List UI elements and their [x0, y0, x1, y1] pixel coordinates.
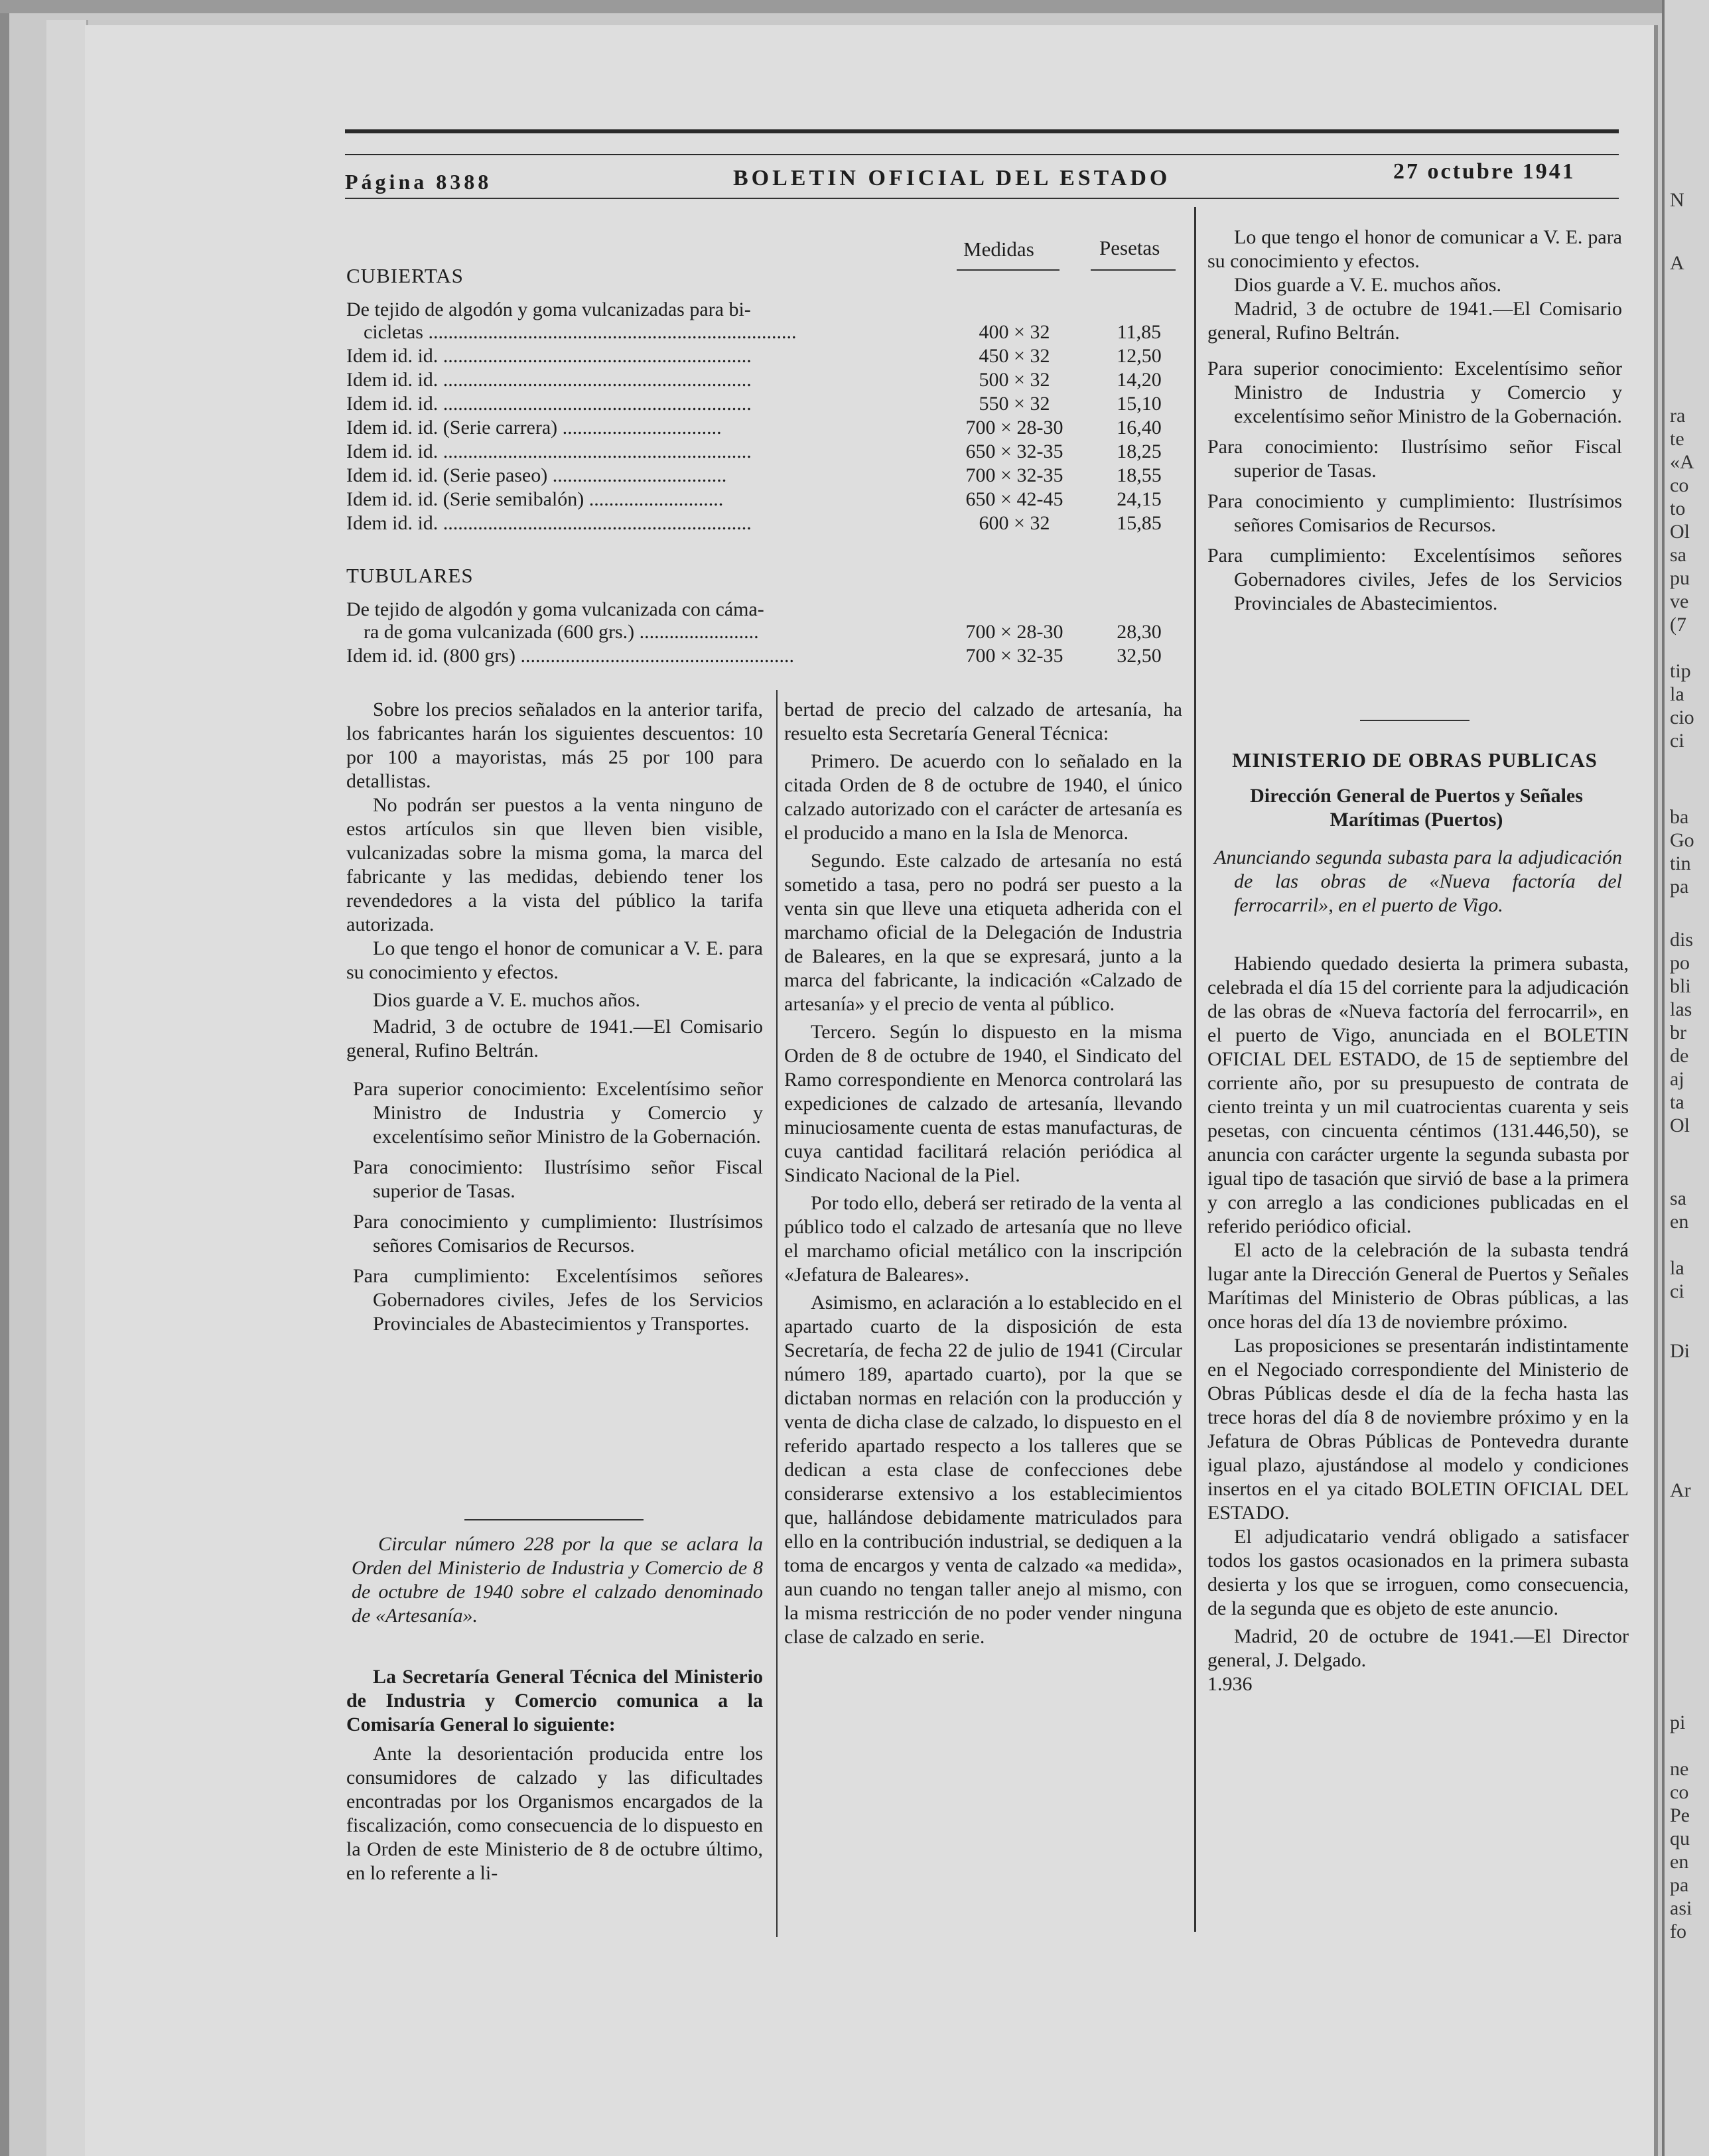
edge-fragment: sa	[1670, 544, 1686, 566]
edge-fragment: N	[1670, 189, 1684, 211]
issue-date: 27 octubre 1941	[1393, 159, 1576, 184]
edge-fragment: Ol	[1670, 1114, 1690, 1136]
row-measure: 600 × 32	[979, 512, 1050, 534]
paragraph: No podrán ser puestos a la venta ninguno de estos artículos sin que lleven bien visible, vulcanizadas sobre la misma goma, la marca del fabricante y las medidas, debiendo tener los revendedores a la vista del público la tarifa autorizada.	[346, 794, 763, 935]
paragraph: Ante la desorientación producida entre los consumidores de calzado y las dificultades encontradas por los Organismos encargados de la fiscalización, como consecuencia de lo dispuesto en la Orden de este Ministerio de 8 de octubre último, en lo referente a li-	[346, 1743, 763, 1884]
publication-title: BOLETIN OFICIAL DEL ESTADO	[733, 166, 1171, 190]
announcement-title	[1214, 846, 1622, 917]
header-bottom-rule	[345, 198, 1619, 199]
row-description: Idem id. id. ..............................................................	[346, 440, 752, 462]
edge-fragment: pa	[1670, 876, 1689, 898]
column-header-measures: Medidas	[963, 237, 1034, 261]
table-intro: De tejido de algodón y goma vulcanizadas para bi-	[346, 299, 751, 320]
row-price: 18,25	[1117, 440, 1162, 462]
edge-fragment: fo	[1670, 1920, 1686, 1942]
reference-number: 1.936	[1207, 1673, 1253, 1695]
row-description: ra de goma vulcanizada (600 grs.) ........................	[364, 621, 759, 643]
edge-fragment: Pe	[1670, 1804, 1690, 1826]
edge-fragment: aj	[1670, 1068, 1684, 1090]
edge-fragment: de	[1670, 1045, 1689, 1067]
paragraph: Dios guarde a V. E. muchos años.	[373, 989, 641, 1011]
row-description: Idem id. id. ..............................................................	[346, 369, 752, 391]
paragraph: Las proposiciones se presentarán indistintamente en el Negociado correspondiente del Ministerio de Obras Públicas desde el día de la fecha hasta las trece horas del día 8 de noviembre próximo y en la Jefatura de Obras Públicas de Pontevedra durante igual plazo, ajustándose al modelo y condiciones insertos en el ya citado BOLETIN OFICIAL DEL ESTADO.	[1207, 1335, 1629, 1524]
adjacent-page-edge	[1662, 0, 1709, 2156]
row-description: Idem id. id. (Serie carrera) ................................	[346, 417, 722, 438]
circular-heading: Circular número 228 por la que se aclara la Orden del Ministerio de Industria y Comercio de 8 de octubre de 1940 sobre el calzado denominado de «Artesanía».	[352, 1533, 763, 1627]
header-rule-thin	[345, 154, 1619, 155]
distribution-note: Para superior conocimiento: Excelentísimo señor Ministro de Industria y Comercio y excelentísimo señor Ministro de la Gobernación.	[1207, 358, 1622, 427]
edge-fragment: Ol	[1670, 521, 1690, 543]
edge-fragment: en	[1670, 1211, 1689, 1233]
edge-fragment: dis	[1670, 929, 1694, 951]
distribution-note: Para conocimiento y cumplimiento: Ilustrísimos señores Comisarios de Recursos.	[353, 1211, 763, 1256]
row-description: Idem id. id. (Serie semibalón) ...........................	[346, 488, 724, 510]
column-3	[1207, 226, 1622, 616]
edge-fragment: tip	[1670, 660, 1691, 682]
edge-fragment: ba	[1670, 806, 1689, 828]
row-price: 11,85	[1117, 321, 1162, 343]
distribution-note: Para cumplimiento: Excelentísimos señores Gobernadores civiles, Jefes de los Servicios Provinciales de Abastecimientos y Transportes.	[353, 1265, 763, 1335]
paragraph: Asimismo, en aclaración a lo establecido en el apartado cuarto de la disposición de esta Secretaría, de fecha 22 de julio de 1941 (Circular número 189, apartado cuarto), por la que se dictaban normas en relación con la producción y venta de dicha clase de calzado, lo dispuesto en el referido apartado respecto a los talleres que se dedican a esta clase de confecciones debe considerarse extensivo a los establecimientos que, hallándose debidamente matriculados para ello en la contribución industrial, se dediquen a la toma de encargos y venta de calzado «a medida», aun cuando no tengan taller anejo al mismo, con la misma restricción de no poder vender ninguna clase de calzado en serie.	[784, 1292, 1182, 1648]
edge-fragment: Di	[1670, 1340, 1690, 1362]
row-measure: 650 × 32-35	[965, 440, 1063, 462]
edge-fragment: qu	[1670, 1828, 1690, 1850]
distribution-note: Para conocimiento: Ilustrísimo señor Fiscal superior de Tasas.	[1207, 436, 1622, 482]
row-description: Idem id. id. (Serie paseo) ...................................	[346, 464, 727, 486]
row-price: 28,30	[1117, 621, 1162, 643]
column-divider	[776, 690, 778, 1937]
prices-underline	[1091, 269, 1176, 271]
edge-fragment: asi	[1670, 1897, 1692, 1919]
column-divider	[1194, 207, 1196, 1932]
paragraph: Segundo. Este calzado de artesanía no está sometido a tasa, pero no podrá ser puesto a la venta sin que lleve una etiqueta adherida con el marchamo oficial de la Delegación de Industria de Baleares, en la que se expresará, junto a la marca del fabricante, la indicación «Calzado de artesanía» y el precio de venta al público.	[784, 850, 1182, 1015]
edge-fragment: ne	[1670, 1758, 1689, 1780]
edge-fragment: br	[1670, 1022, 1686, 1044]
row-price: 24,15	[1117, 488, 1162, 510]
row-description: Idem id. id. ..............................................................	[346, 512, 752, 534]
circular-body	[346, 1665, 763, 1885]
row-description: Idem id. id. ..............................................................	[346, 345, 752, 367]
row-measure: 550 × 32	[979, 393, 1050, 415]
edge-fragment: tin	[1670, 852, 1691, 874]
signature: Madrid, 3 de octubre de 1941.—El Comisario general, Rufino Beltrán.	[346, 1016, 763, 1061]
signature: Madrid, 20 de octubre de 1941.—El Director general, J. Delgado.	[1207, 1625, 1629, 1671]
paragraph: Habiendo quedado desierta la primera subasta, celebrada el día 15 del corriente para la adjudicación de las obras de «Nueva factoría del ferrocarril», en el puerto de Vigo, anunciada en el BOLETIN OFICIAL DEL ESTADO, de 15 de septiembre del corriente año, por su presupuesto de contrata de ciento treinta y un mil cuatrocientas cuarenta y seis pesetas, con cincuenta céntimos (131.446,50), se anuncia con carácter urgente la segunda subasta por igual tipo de tasación que sirvió de base a la primera y con arreglo a las condiciones publicadas en el referido periódico oficial.	[1207, 953, 1629, 1237]
paragraph: Tercero. Según lo dispuesto en la misma Orden de 8 de octubre de 1940, el Sindicato del Ramo correspondiente en Menorca controlará las expediciones de calzado de artesanía, llevando minuciosamente cuenta de estas manufacturas, de cuya cantidad facilitará relación periódica al Sindicato Nacional de la Piel.	[784, 1021, 1182, 1186]
edge-fragment: A	[1670, 252, 1684, 274]
measures-underline	[957, 269, 1060, 271]
distribution-note: Para conocimiento: Ilustrísimo señor Fiscal superior de Tasas.	[353, 1156, 763, 1202]
row-measure: 500 × 32	[979, 369, 1050, 391]
row-measure: 650 × 42-45	[965, 488, 1063, 510]
circular-title	[352, 1532, 763, 1628]
ministry-heading: MINISTERIO DE OBRAS PUBLICAS	[1232, 748, 1598, 772]
edge-fragment: Go	[1670, 829, 1694, 851]
column-1	[346, 698, 763, 1336]
paragraph: Primero. De acuerdo con lo señalado en la citada Orden de 8 de octubre de 1940, el único calzado autorizado con el carácter de artesanía es el producido a mano en la Isla de Menorca.	[784, 750, 1182, 844]
row-measure: 450 × 32	[979, 345, 1050, 367]
edge-fragment: Ar	[1670, 1479, 1691, 1501]
edge-fragment: sa	[1670, 1187, 1686, 1209]
row-measure: 700 × 32-35	[965, 464, 1063, 486]
paragraph: Sobre los precios señalados en la anterior tarifa, los fabricantes harán los siguientes descuentos: 10 por 100 a mayoristas, más 25 por 100 para detallistas.	[346, 699, 763, 792]
edge-fragment: ci	[1670, 730, 1684, 752]
edge-fragment: la	[1670, 683, 1684, 705]
distribution-note: Para cumplimiento: Excelentísimos señores Gobernadores civiles, Jefes de los Servicios Provinciales de Abastecimientos.	[1207, 545, 1622, 614]
edge-fragment: to	[1670, 498, 1686, 519]
distribution-note: Para superior conocimiento: Excelentísimo señor Ministro de Industria y Comercio y excelentísimo señor Ministro de la Gobernación.	[353, 1078, 763, 1148]
edge-fragment: ra	[1670, 405, 1686, 427]
paragraph: Lo que tengo el honor de comunicar a V. E. para su conocimiento y efectos.	[1207, 226, 1622, 272]
edge-fragment: pa	[1670, 1874, 1689, 1896]
price-table	[346, 226, 1182, 677]
underlying-sheet-edge	[46, 20, 88, 2156]
edge-fragment: ta	[1670, 1091, 1684, 1113]
row-measure: 700 × 28-30	[965, 417, 1063, 438]
edge-fragment: (7	[1670, 614, 1686, 636]
row-description: cicletas ..........................................................................	[364, 321, 797, 343]
paragraph: Dios guarde a V. E. muchos años.	[1234, 274, 1502, 296]
edge-fragment: «A	[1670, 451, 1694, 473]
row-measure: 400 × 32	[979, 321, 1050, 343]
row-price: 18,55	[1117, 464, 1162, 486]
row-measure: 700 × 32-35	[965, 645, 1063, 667]
signature: Madrid, 3 de octubre de 1941.—El Comisario general, Rufino Beltrán.	[1207, 298, 1622, 344]
paragraph: Lo que tengo el honor de comunicar a V. E. para su conocimiento y efectos.	[346, 937, 763, 983]
edge-fragment: las	[1670, 998, 1692, 1020]
edge-fragment: te	[1670, 428, 1684, 450]
edge-fragment: bli	[1670, 975, 1691, 997]
section-separator	[464, 1519, 644, 1520]
edge-fragment: ci	[1670, 1280, 1684, 1302]
row-description: Idem id. id. ..............................................................	[346, 393, 752, 415]
table-intro: De tejido de algodón y goma vulcanizada con cáma-	[346, 598, 764, 620]
row-price: 15,85	[1117, 512, 1162, 534]
edge-fragment: en	[1670, 1851, 1689, 1873]
row-price: 14,20	[1117, 369, 1162, 391]
edge-fragment: co	[1670, 1781, 1689, 1803]
page-number: Página 8388	[345, 170, 492, 194]
row-price: 16,40	[1117, 417, 1162, 438]
paragraph: Por todo ello, deberá ser retirado de la venta al público todo el calzado de artesanía que no lleve el marchamo oficial metálico con la inscripción «Jefatura de Baleares».	[784, 1192, 1182, 1286]
edge-fragment: ve	[1670, 590, 1689, 612]
edge-fragment: pi	[1670, 1712, 1686, 1733]
paragraph: El adjudicatario vendrá obligado a satisfacer todos los gastos ocasionados en la primera subasta desierta y los que se irroguen, como consecuencia, de la segunda que es objeto de este anuncio.	[1207, 1526, 1629, 1619]
edge-fragment: cio	[1670, 707, 1694, 728]
edge-fragment: co	[1670, 474, 1689, 496]
row-price: 12,50	[1117, 345, 1162, 367]
row-price: 32,50	[1117, 645, 1162, 667]
announcement-heading: Anunciando segunda subasta para la adjudicación de las obras de «Nueva factoría del ferrocarril», en el puerto de Vigo.	[1214, 846, 1622, 916]
row-measure: 700 × 28-30	[965, 621, 1063, 643]
row-price: 15,10	[1117, 393, 1162, 415]
direction-heading: Dirección General de Puertos y Señales Marítimas (Puertos)	[1250, 785, 1583, 831]
edge-fragment: po	[1670, 952, 1690, 974]
row-description: Idem id. id. (800 grs) .......................................................	[346, 645, 794, 667]
edge-fragment: la	[1670, 1257, 1684, 1279]
paragraph: El acto de la celebración de la subasta tendrá lugar ante la Dirección General de Puertos y Señales Marítimas del Ministerio de Obras públicas, a las once horas del día 13 de noviembre próximo.	[1207, 1239, 1629, 1333]
announcement-body	[1207, 952, 1629, 1696]
paragraph: La Secretaría General Técnica del Ministerio de Industria y Comercio comunica a la Comisaría General lo siguiente:	[346, 1666, 763, 1735]
paragraph: bertad de precio del calzado de artesanía, ha resuelto esta Secretaría General Técnica:	[784, 699, 1182, 744]
section-separator	[1360, 720, 1470, 721]
header-rule	[345, 129, 1619, 133]
distribution-note: Para conocimiento y cumplimiento: Ilustrísimos señores Comisarios de Recursos.	[1207, 490, 1622, 536]
column-2	[784, 698, 1182, 1649]
column-header-prices: Pesetas	[1099, 236, 1160, 259]
section-tubulares: TUBULARES	[346, 564, 474, 587]
edge-fragment: pu	[1670, 567, 1690, 589]
section-cubiertas: CUBIERTAS	[346, 264, 464, 287]
